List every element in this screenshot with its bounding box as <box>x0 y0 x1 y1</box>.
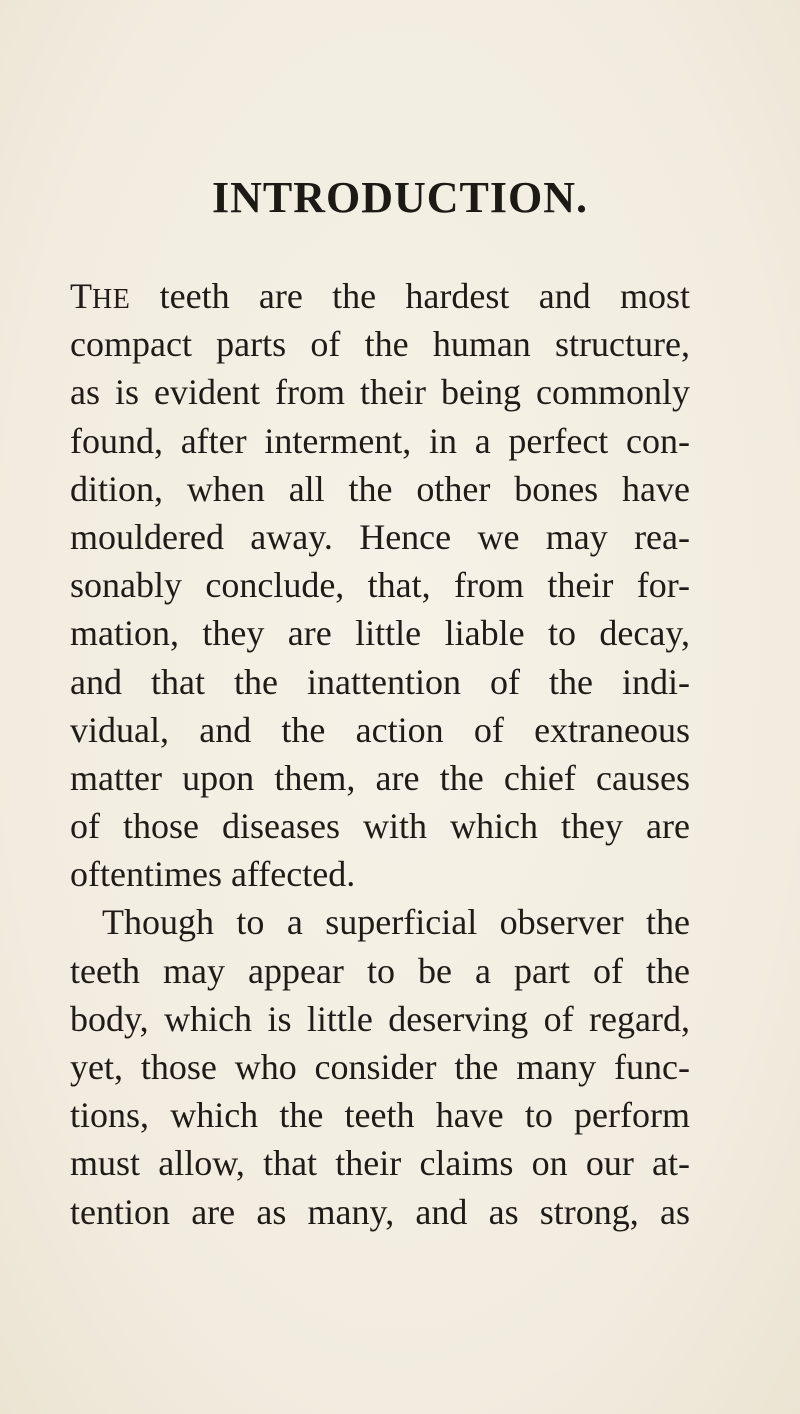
text-line: tention are as many, and as strong, as <box>70 1191 690 1232</box>
text-line-1: THE teeth are the hardest and most <box>70 276 690 316</box>
text-line: sonably conclude, that, from their for- <box>70 565 690 606</box>
text-line: compact parts of the human structure, <box>70 324 690 365</box>
text-line: mation, they are little liable to decay, <box>70 613 690 654</box>
text-line: matter upon them, are the chief causes <box>70 757 690 798</box>
text-line: yet, those who consider the many func- <box>70 1047 690 1087</box>
text-line: tions, which the teeth have to perform <box>70 1095 690 1136</box>
small-caps-word: HE <box>92 284 131 315</box>
text-line: vidual, and the action of extraneous <box>70 709 690 750</box>
text-line: of those diseases with which they are <box>70 806 690 847</box>
text-line: must allow, that their claims on our at- <box>70 1143 690 1184</box>
text-line: found, after interment, in a perfect con- <box>70 420 690 461</box>
text-line: and that the inattention of the indi- <box>70 661 690 702</box>
text-line: oftentimes affected. <box>70 854 356 895</box>
text-line: mouldered away. Hence we may rea- <box>70 516 690 557</box>
text-line: dition, when all the other bones have <box>70 468 690 509</box>
body-text <box>70 272 690 1236</box>
text-line-paragraph-start: Though to a superficial observer the <box>102 902 690 943</box>
text-line: teeth may appear to be a part of the <box>70 950 690 991</box>
drop-letter: T <box>70 276 92 316</box>
text-line: as is evident from their being commonly <box>70 372 690 413</box>
text-line: body, which is little deserving of regard, <box>70 998 690 1039</box>
chapter-heading: INTRODUCTION. <box>211 173 589 222</box>
